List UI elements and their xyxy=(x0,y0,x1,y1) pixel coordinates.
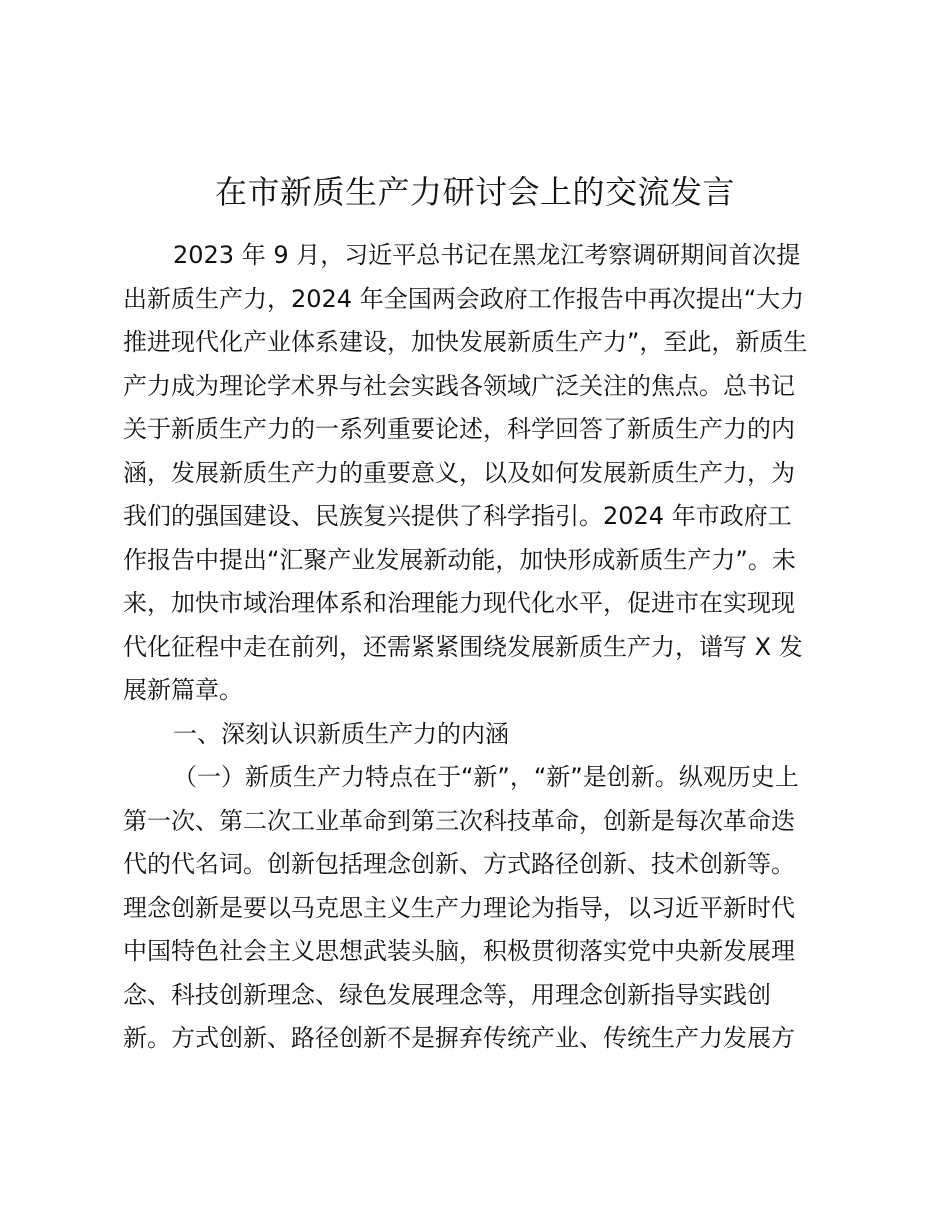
document-title: 在市新质生产力研讨会上的交流发言 xyxy=(214,173,735,211)
text-line: 代的代名词。创新包括理念创新、方式路径创新、技术创新等。 xyxy=(123,850,795,878)
section-heading: 一、深刻认识新质生产力的内涵 xyxy=(173,719,509,748)
text-line: 关于新质生产力的一系列重要论述，科学回答了新质生产力的内 xyxy=(123,415,795,443)
text-line: 涵，发展新质生产力的重要意义，以及如何发展新质生产力，为 xyxy=(123,458,795,487)
text-line: 第一次、第二次工业革命到第三次科技革命，创新是每次革命迭 xyxy=(123,806,795,835)
document-body xyxy=(123,234,843,1061)
text-line: 展新篇章。 xyxy=(123,676,243,704)
text-line: 推进现代化产业体系建设，加快发展新质生产力”，至此，新质生 xyxy=(123,328,808,356)
text-line: 出新质生产力，2024 年全国两会政府工作报告中再次提出“大力 xyxy=(123,284,805,313)
text-line: 代化征程中走在前列，还需紧紧围绕发展新质生产力，谱写 X 发 xyxy=(123,632,803,661)
text-line: 作报告中提出“汇聚产业发展新动能，加快形成新质生产力”。未 xyxy=(123,545,796,574)
text-line: （一）新质生产力特点在于“新”，“新”是创新。纵观历史上 xyxy=(173,763,799,791)
text-line: 理念创新是要以马克思主义生产力理论为指导，以习近平新时代 xyxy=(123,893,795,922)
text-line: 产力成为理论学术界与社会实践各领域广泛关注的焦点。总书记 xyxy=(123,371,795,400)
text-line: 2023 年 9 月，习近平总书记在黑龙江考察调研期间首次提 xyxy=(173,241,801,269)
text-line: 中国特色社会主义思想武装头脑，积极贯彻落实党中央新发展理 xyxy=(123,937,795,965)
text-line: 念、科技创新理念、绿色发展理念等，用理念创新指导实践创 xyxy=(123,980,771,1009)
text-line: 我们的强国建设、民族复兴提供了科学指引。2024 年市政府工 xyxy=(123,502,792,530)
text-line: 新。方式创新、路径创新不是摒弃传统产业、传统生产力发展方 xyxy=(123,1024,795,1052)
text-line: 来，加快市域治理体系和治理能力现代化水平，促进市在实现现 xyxy=(123,589,795,617)
